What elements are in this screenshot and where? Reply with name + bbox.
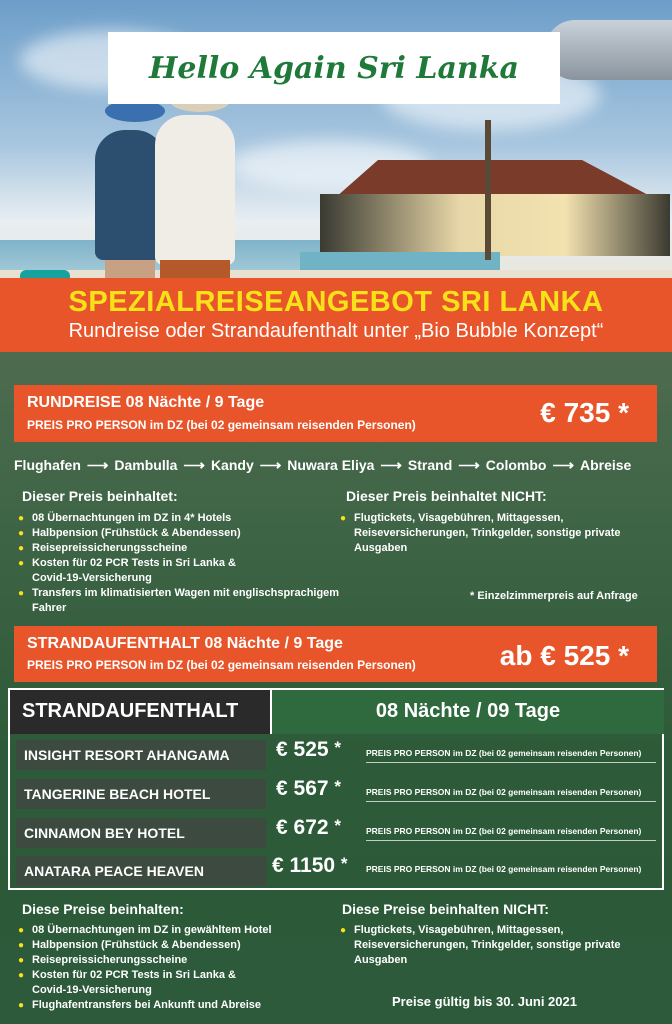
banner-headline: SPEZIALREISEANGEBOT SRI LANKA	[68, 286, 604, 318]
rundreise-excluded-title: Dieser Preis beinhaltet NICHT:	[346, 488, 547, 504]
validity-note: Preise gültig bis 30. Juni 2021	[392, 994, 577, 1009]
strand-offer	[14, 626, 657, 682]
route-stop: Dambulla	[114, 457, 178, 473]
rundreise-included-title: Dieser Preis beinhaltet:	[22, 488, 178, 504]
arrow-right-icon: ⟶	[183, 457, 205, 474]
list-item: ● Kosten für 02 PCR Tests in Sri Lanka &	[18, 968, 348, 983]
rundreise-included-list	[18, 511, 348, 616]
route-stop: Strand	[407, 457, 453, 473]
title-box	[108, 32, 560, 104]
list-item: ● Transfers im klimatisierten Wagen mit englischsprachigem Fahrer	[18, 586, 348, 616]
per-person-note: PREIS PRO PERSON im DZ (bei 02 gemeinsam reisenden Personen)	[366, 864, 642, 874]
hotel-price: € 1150 *	[272, 854, 348, 877]
strand-excluded-list	[340, 923, 660, 968]
route-stop: Kandy	[210, 457, 254, 473]
table-row	[10, 852, 662, 890]
list-item: ● Halbpension (Frühstück & Abendessen)	[18, 526, 348, 541]
list-item: ● Flughafentransfers bei Ankunft und Abreise	[18, 998, 348, 1013]
per-person-note: PREIS PRO PERSON im DZ (bei 02 gemeinsam reisenden Personen)	[366, 748, 642, 758]
list-item: Ausgaben	[354, 954, 408, 966]
route-stop: Flughafen	[14, 457, 81, 473]
route-stop: Abreise	[579, 457, 632, 473]
table-row	[10, 736, 662, 774]
hotel-table	[8, 688, 664, 890]
per-person-note: PREIS PRO PERSON im DZ (bei 02 gemeinsam reisenden Personen)	[366, 787, 642, 797]
list-item: ● 08 Übernachtungen im DZ in gewähltem Hotel	[18, 923, 348, 938]
offer-banner	[0, 278, 672, 352]
list-item: Covid-19-Versicherung	[32, 984, 152, 996]
rundreise-price: € 735 *	[540, 397, 629, 428]
route	[14, 450, 657, 480]
list-item: ● Flugtickets, Visagebühren, Mittagessen,	[340, 511, 660, 526]
strand-included-list	[18, 923, 348, 1013]
arrow-right-icon: ⟶	[86, 457, 109, 474]
page-title: Hello Again Sri Lanka	[149, 50, 519, 86]
list-item: Reiseversicherungen, Trinkgelder, sonstige private	[354, 527, 621, 539]
list-item: ● Kosten für 02 PCR Tests in Sri Lanka &	[18, 556, 348, 571]
airplane-image	[545, 20, 672, 80]
table-header-left: STRANDAUFENTHALT	[10, 690, 272, 734]
list-item: ● Reisepreissicherungsscheine	[18, 541, 348, 556]
hotel-name: ANATARA PEACE HEAVEN	[16, 856, 266, 886]
strand-excluded-title: Diese Preise beinhalten NICHT:	[342, 901, 549, 917]
hotel-name: INSIGHT RESORT AHANGAMA	[16, 740, 266, 770]
strand-subtitle: PREIS PRO PERSON im DZ (bei 02 gemeinsam reisenden Personen)	[27, 658, 416, 672]
rundreise-excluded-list	[340, 511, 660, 556]
list-item: ● Halbpension (Frühstück & Abendessen)	[18, 938, 348, 953]
table-row	[10, 775, 662, 813]
rundreise-title: RUNDREISE 08 Nächte / 9 Tage	[27, 394, 265, 411]
list-item: Covid-19-Versicherung	[32, 572, 152, 584]
table-row	[10, 814, 662, 852]
list-item: ● 08 Übernachtungen im DZ in 4* Hotels	[18, 511, 348, 526]
per-person-note: PREIS PRO PERSON im DZ (bei 02 gemeinsam reisenden Personen)	[366, 826, 642, 836]
list-item: Ausgaben	[354, 542, 408, 554]
strand-price: ab € 525 *	[499, 640, 629, 671]
list-item: ● Reisepreissicherungsscheine	[18, 953, 348, 968]
hotel-name: CINNAMON BEY HOTEL	[16, 818, 266, 848]
arrow-right-icon: ⟶	[259, 457, 282, 474]
hotel-name: TANGERINE BEACH HOTEL	[16, 779, 266, 809]
banner-subheadline: Rundreise oder Strandaufenthalt unter „Bio Bubble Konzept“	[68, 320, 604, 342]
route-stop: Colombo	[485, 457, 547, 473]
hotel-price: € 525 *	[276, 738, 342, 761]
hotel-price: € 672 *	[276, 816, 342, 839]
rundreise-offer	[14, 385, 657, 442]
hotel-price: € 567 *	[276, 777, 342, 800]
table-header-right: 08 Nächte / 09 Tage	[272, 690, 664, 734]
strand-included-title: Diese Preise beinhalten:	[22, 901, 184, 917]
single-room-note: * Einzelzimmerpreis auf Anfrage	[470, 590, 638, 602]
list-item: ● Flugtickets, Visagebühren, Mittagessen,	[340, 923, 660, 938]
route-stop: Nuwara Eliya	[287, 457, 375, 473]
arrow-right-icon: ⟶	[380, 457, 402, 474]
arrow-right-icon: ⟶	[458, 457, 480, 474]
strand-title: STRANDAUFENTHALT 08 Nächte / 9 Tage	[27, 635, 343, 652]
rundreise-subtitle: PREIS PRO PERSON im DZ (bei 02 gemeinsam reisenden Personen)	[27, 418, 416, 432]
list-item: Reiseversicherungen, Trinkgelder, sonstige private	[354, 939, 621, 951]
arrow-right-icon: ⟶	[552, 457, 574, 474]
